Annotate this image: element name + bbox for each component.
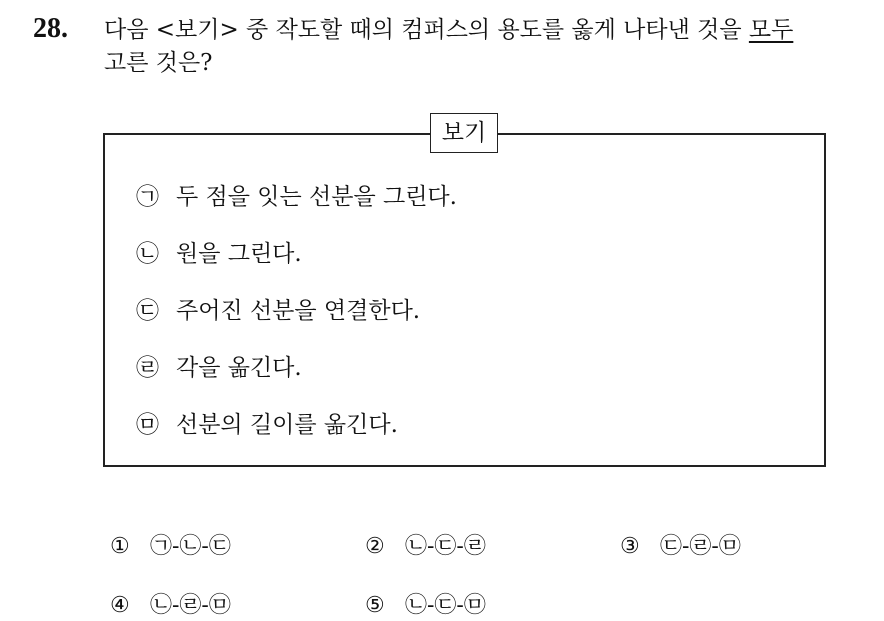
bogi-item-2 bbox=[136, 237, 457, 294]
choice-1[interactable] bbox=[110, 532, 231, 562]
bogi-marker: ㉢ bbox=[136, 298, 159, 324]
bogi-item-text: 선분의 길이를 옮긴다. bbox=[176, 412, 398, 438]
choice-text: ㉡-㉣-㉤ bbox=[150, 593, 231, 618]
bogi-marker: ㉡ bbox=[136, 241, 159, 267]
bogi-item-text: 두 점을 잇는 선분을 그린다. bbox=[176, 184, 457, 210]
question-line-1 bbox=[104, 14, 874, 47]
bogi-title: 보기 bbox=[430, 113, 498, 153]
bogi-item-4 bbox=[136, 351, 457, 408]
bogi-marker: ㉠ bbox=[136, 184, 159, 210]
bogi-item-5 bbox=[136, 408, 457, 465]
bogi-item-3 bbox=[136, 294, 457, 351]
bogi-list bbox=[136, 180, 457, 465]
choice-text: ㉡-㉢-㉤ bbox=[405, 593, 486, 618]
choice-number: ① bbox=[110, 534, 130, 559]
choice-number: ⑤ bbox=[365, 593, 385, 618]
question-text bbox=[104, 14, 874, 80]
bogi-item-1 bbox=[136, 180, 457, 237]
bogi-item-text: 각을 옮긴다. bbox=[176, 355, 302, 381]
question-number: 28. bbox=[33, 13, 68, 44]
choice-number: ② bbox=[365, 534, 385, 559]
choice-number: ③ bbox=[620, 534, 640, 559]
question-emphasis-all: 모두 bbox=[748, 17, 794, 43]
question-line-2: 고른 것은? bbox=[104, 50, 213, 76]
bogi-marker: ㉣ bbox=[136, 355, 159, 381]
bogi-item-text: 원을 그린다. bbox=[176, 241, 302, 267]
bogi-item-text: 주어진 선분을 연결한다. bbox=[176, 298, 421, 324]
choice-2[interactable] bbox=[365, 532, 486, 562]
choice-number: ④ bbox=[110, 593, 130, 618]
bogi-marker: ㉤ bbox=[136, 412, 159, 438]
answer-choices bbox=[110, 532, 870, 618]
choice-text: ㉠-㉡-㉢ bbox=[150, 534, 231, 559]
choice-3[interactable] bbox=[620, 532, 741, 562]
choice-text: ㉢-㉣-㉤ bbox=[660, 534, 741, 559]
question-line-1-text: 다음 <보기> 중 작도할 때의 컴퍼스의 용도를 옳게 나타낸 것을 bbox=[104, 17, 749, 43]
choice-5[interactable] bbox=[365, 591, 486, 621]
choice-4[interactable] bbox=[110, 591, 231, 621]
choice-text: ㉡-㉢-㉣ bbox=[405, 534, 486, 559]
